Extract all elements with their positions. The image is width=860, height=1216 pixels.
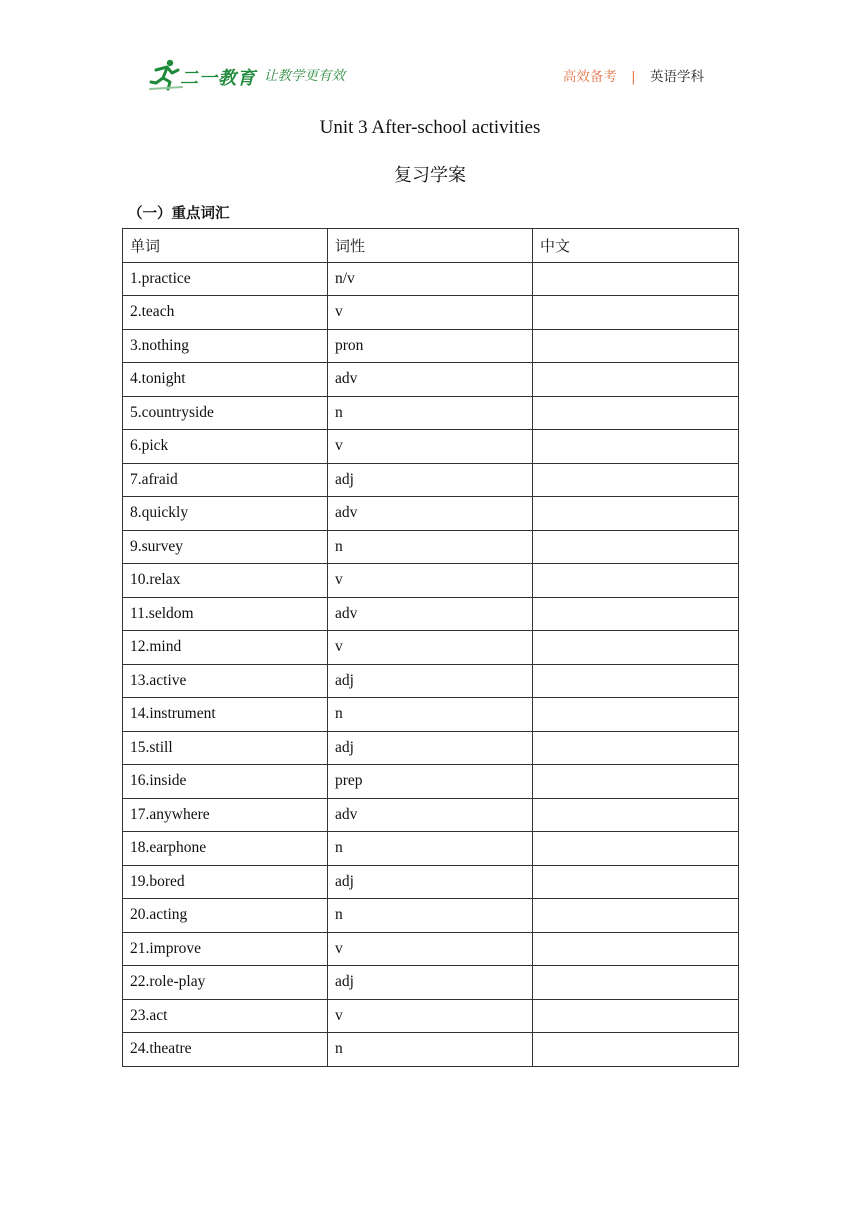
cell-part-of-speech: n bbox=[328, 698, 533, 732]
cell-part-of-speech: v bbox=[328, 564, 533, 598]
cell-meaning-blank[interactable] bbox=[533, 396, 739, 430]
cell-meaning-blank[interactable] bbox=[533, 932, 739, 966]
cell-word: 9.survey bbox=[123, 530, 328, 564]
table-row bbox=[123, 430, 739, 464]
table-row bbox=[123, 832, 739, 866]
cell-meaning-blank[interactable] bbox=[533, 865, 739, 899]
cell-word: 17.anywhere bbox=[123, 798, 328, 832]
table-row bbox=[123, 296, 739, 330]
page-subtitle: 复习学案 bbox=[394, 165, 466, 186]
cell-part-of-speech: v bbox=[328, 430, 533, 464]
cell-word: 20.acting bbox=[123, 899, 328, 933]
table-row bbox=[123, 698, 739, 732]
table-row bbox=[123, 731, 739, 765]
cell-word: 15.still bbox=[123, 731, 328, 765]
cell-word: 7.afraid bbox=[123, 463, 328, 497]
cell-word: 19.bored bbox=[123, 865, 328, 899]
column-header-word: 单词 bbox=[123, 229, 328, 263]
tag-subject: 英语学科 bbox=[650, 69, 704, 85]
cell-meaning-blank[interactable] bbox=[533, 329, 739, 363]
table-row bbox=[123, 396, 739, 430]
cell-word: 2.teach bbox=[123, 296, 328, 330]
section-heading: （一）重点词汇 bbox=[128, 206, 230, 222]
table-row bbox=[123, 664, 739, 698]
table-row bbox=[123, 329, 739, 363]
table-row bbox=[123, 497, 739, 531]
table-row bbox=[123, 899, 739, 933]
cell-meaning-blank[interactable] bbox=[533, 731, 739, 765]
table-row bbox=[123, 262, 739, 296]
cell-meaning-blank[interactable] bbox=[533, 899, 739, 933]
cell-part-of-speech: n bbox=[328, 530, 533, 564]
table-header-row bbox=[123, 229, 739, 263]
cell-word: 10.relax bbox=[123, 564, 328, 598]
cell-word: 11.seldom bbox=[123, 597, 328, 631]
cell-part-of-speech: v bbox=[328, 296, 533, 330]
cell-word: 16.inside bbox=[123, 765, 328, 799]
table-row bbox=[123, 631, 739, 665]
table-row bbox=[123, 463, 739, 497]
cell-word: 18.earphone bbox=[123, 832, 328, 866]
cell-word: 12.mind bbox=[123, 631, 328, 665]
table-row bbox=[123, 597, 739, 631]
table-row bbox=[123, 999, 739, 1033]
cell-word: 8.quickly bbox=[123, 497, 328, 531]
running-person-icon bbox=[148, 58, 184, 92]
cell-part-of-speech: adj bbox=[328, 731, 533, 765]
table-row bbox=[123, 865, 739, 899]
cell-part-of-speech: adj bbox=[328, 966, 533, 1000]
cell-meaning-blank[interactable] bbox=[533, 463, 739, 497]
cell-word: 22.role-play bbox=[123, 966, 328, 1000]
page-title: Unit 3 After-school activities bbox=[319, 117, 541, 138]
cell-part-of-speech: n/v bbox=[328, 262, 533, 296]
vocabulary-table bbox=[122, 228, 739, 1067]
cell-meaning-blank[interactable] bbox=[533, 296, 739, 330]
cell-part-of-speech: v bbox=[328, 631, 533, 665]
cell-part-of-speech: pron bbox=[328, 329, 533, 363]
table-row bbox=[123, 932, 739, 966]
cell-meaning-blank[interactable] bbox=[533, 698, 739, 732]
cell-part-of-speech: v bbox=[328, 932, 533, 966]
cell-word: 5.countryside bbox=[123, 396, 328, 430]
subject-tags bbox=[563, 65, 704, 85]
cell-word: 24.theatre bbox=[123, 1033, 328, 1067]
cell-part-of-speech: adj bbox=[328, 463, 533, 497]
cell-meaning-blank[interactable] bbox=[533, 664, 739, 698]
cell-word: 23.act bbox=[123, 999, 328, 1033]
cell-word: 3.nothing bbox=[123, 329, 328, 363]
table-row bbox=[123, 1033, 739, 1067]
cell-part-of-speech: adv bbox=[328, 363, 533, 397]
cell-meaning-blank[interactable] bbox=[533, 966, 739, 1000]
column-header-meaning: 中文 bbox=[533, 229, 739, 263]
cell-meaning-blank[interactable] bbox=[533, 530, 739, 564]
cell-meaning-blank[interactable] bbox=[533, 430, 739, 464]
cell-word: 4.tonight bbox=[123, 363, 328, 397]
cell-part-of-speech: adv bbox=[328, 798, 533, 832]
cell-meaning-blank[interactable] bbox=[533, 631, 739, 665]
cell-word: 6.pick bbox=[123, 430, 328, 464]
cell-word: 1.practice bbox=[123, 262, 328, 296]
cell-meaning-blank[interactable] bbox=[533, 1033, 739, 1067]
page-header bbox=[148, 58, 708, 94]
tag-exam-prep: 高效备考 bbox=[562, 69, 617, 85]
cell-part-of-speech: adv bbox=[328, 497, 533, 531]
cell-part-of-speech: adj bbox=[328, 664, 533, 698]
cell-part-of-speech: adj bbox=[328, 865, 533, 899]
brand-logo bbox=[148, 58, 256, 92]
slogan: 让教学更有效 bbox=[264, 68, 345, 84]
table-row bbox=[123, 530, 739, 564]
cell-part-of-speech: n bbox=[328, 1033, 533, 1067]
brand-name: 二一教育 bbox=[180, 68, 256, 89]
tag-separator: | bbox=[631, 69, 636, 85]
table-row bbox=[123, 798, 739, 832]
cell-part-of-speech: adv bbox=[328, 597, 533, 631]
table-row bbox=[123, 765, 739, 799]
cell-meaning-blank[interactable] bbox=[533, 597, 739, 631]
column-header-pos: 词性 bbox=[328, 229, 533, 263]
cell-meaning-blank[interactable] bbox=[533, 363, 739, 397]
cell-part-of-speech: n bbox=[328, 396, 533, 430]
cell-word: 21.improve bbox=[123, 932, 328, 966]
cell-part-of-speech: v bbox=[328, 999, 533, 1033]
cell-meaning-blank[interactable] bbox=[533, 832, 739, 866]
cell-meaning-blank[interactable] bbox=[533, 765, 739, 799]
cell-part-of-speech: n bbox=[328, 899, 533, 933]
cell-word: 13.active bbox=[123, 664, 328, 698]
cell-meaning-blank[interactable] bbox=[533, 497, 739, 531]
cell-meaning-blank[interactable] bbox=[533, 564, 739, 598]
cell-part-of-speech: n bbox=[328, 832, 533, 866]
cell-meaning-blank[interactable] bbox=[533, 262, 739, 296]
cell-part-of-speech: prep bbox=[328, 765, 533, 799]
table-row bbox=[123, 564, 739, 598]
cell-meaning-blank[interactable] bbox=[533, 999, 739, 1033]
cell-meaning-blank[interactable] bbox=[533, 798, 739, 832]
table-row bbox=[123, 966, 739, 1000]
table-row bbox=[123, 363, 739, 397]
cell-word: 14.instrument bbox=[123, 698, 328, 732]
